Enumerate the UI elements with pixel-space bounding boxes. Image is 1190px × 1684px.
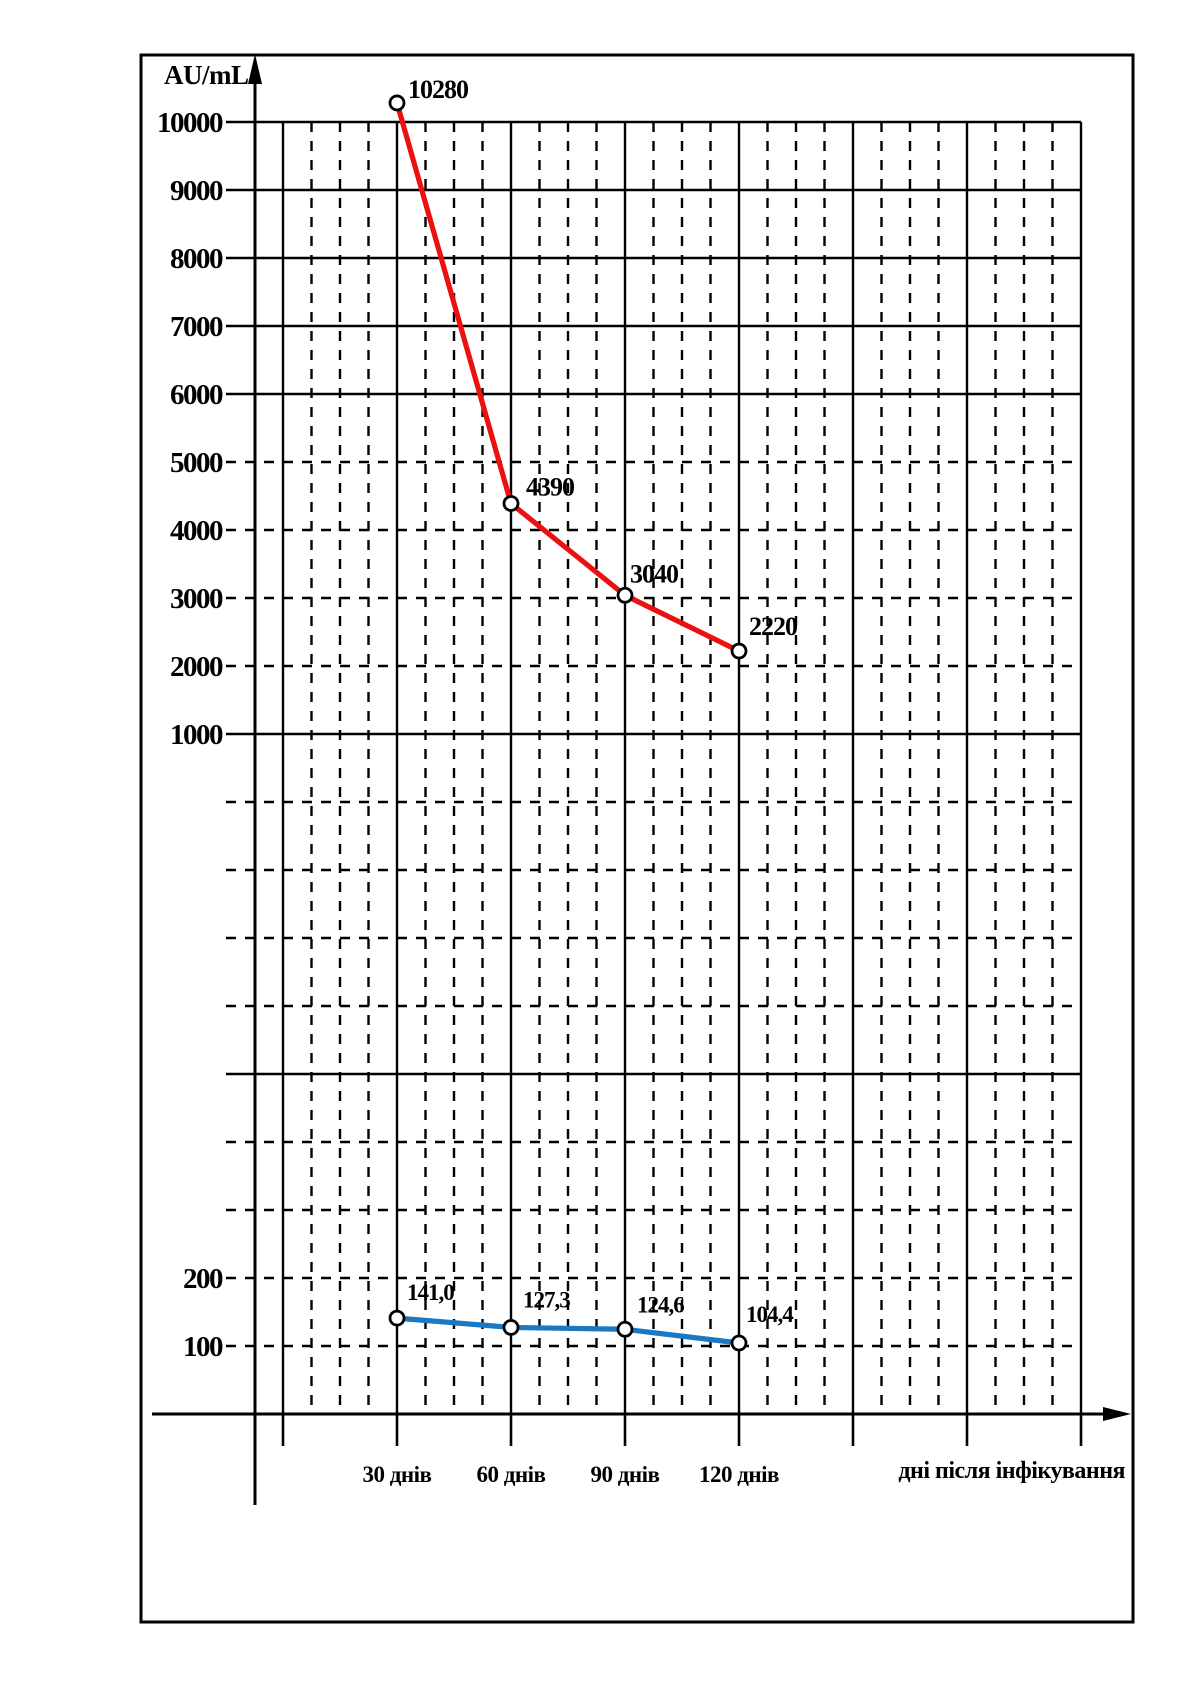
y-tick-label: 100 — [183, 1331, 222, 1363]
x-tick-label: 120 днів — [699, 1462, 779, 1487]
x-tick-label: 30 днів — [362, 1462, 432, 1487]
x-axis-title: дні після інфікування — [898, 1458, 1125, 1484]
series-blue-point — [390, 1311, 404, 1325]
series-blue-point — [504, 1320, 518, 1334]
series-red-point — [390, 96, 404, 110]
y-tick-label: 200 — [183, 1263, 222, 1295]
page-border — [141, 55, 1133, 1622]
series-red-point-label: 4390 — [526, 472, 574, 502]
y-tick-label: 2000 — [170, 651, 222, 683]
x-tick-label: 60 днів — [476, 1462, 546, 1487]
y-tick-label: 1000 — [170, 719, 222, 751]
series-red-point — [732, 644, 746, 658]
y-axis-arrow — [248, 54, 262, 84]
series-blue-point-label: 104,4 — [746, 1302, 793, 1328]
series-blue-point — [732, 1336, 746, 1350]
y-tick-label: 7000 — [170, 311, 222, 343]
series-blue-point-label: 124,6 — [637, 1292, 684, 1318]
x-axis-arrow — [1103, 1407, 1131, 1421]
series-red-point — [618, 588, 632, 602]
x-tick-label: 90 днів — [590, 1462, 660, 1487]
series-blue-point-label: 127,3 — [523, 1287, 570, 1313]
y-tick-label: 10000 — [157, 107, 222, 139]
y-tick-label: 8000 — [170, 243, 222, 275]
y-tick-label: 4000 — [170, 515, 222, 547]
series-blue-point-label: 141,0 — [407, 1280, 454, 1306]
series-red-point-label: 3040 — [630, 559, 678, 589]
y-tick-label: 3000 — [170, 583, 222, 615]
series-red-point — [504, 496, 518, 510]
series-red-point-label: 2220 — [749, 612, 797, 642]
series-red-point-label: 10280 — [408, 74, 468, 104]
y-tick-label: 6000 — [170, 379, 222, 411]
y-axis-unit-label: AU/mL — [164, 60, 249, 90]
y-tick-label: 9000 — [170, 175, 222, 207]
y-tick-label: 5000 — [170, 447, 222, 479]
series-blue-point — [618, 1322, 632, 1336]
